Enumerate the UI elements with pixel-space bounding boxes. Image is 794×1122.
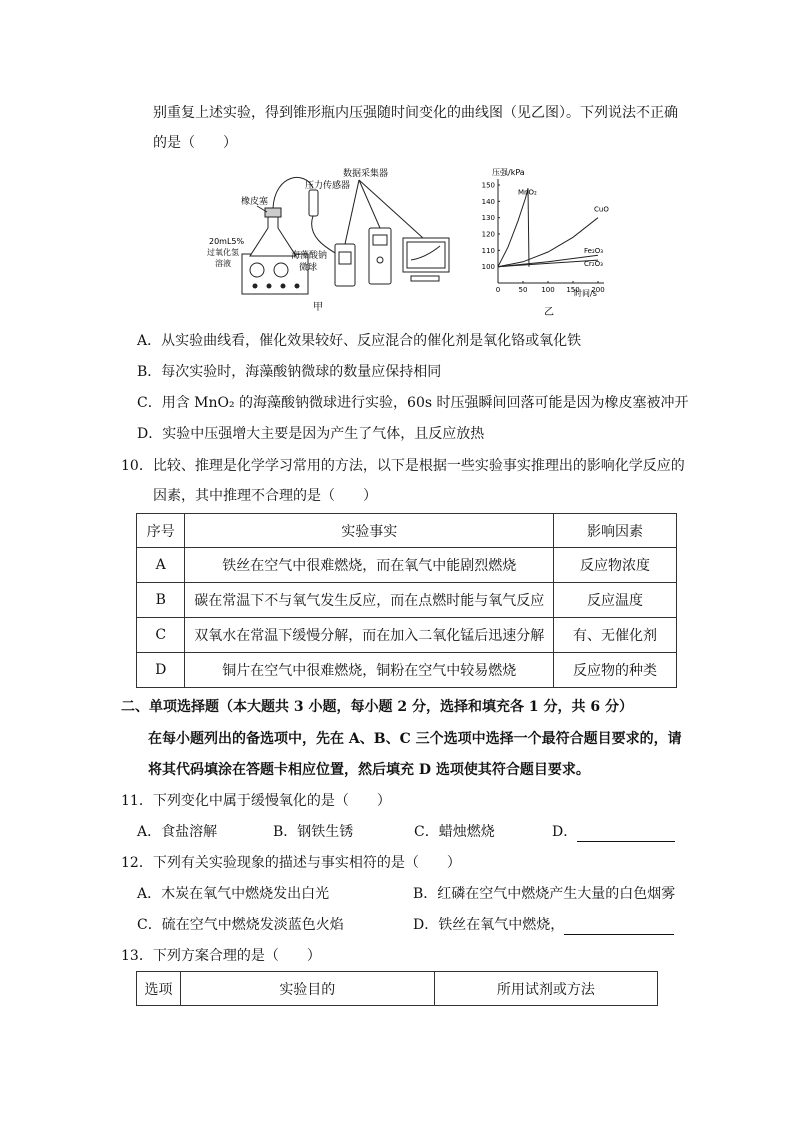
y-tick-label: 150 [481,181,495,190]
label-sensor: 压力传感器 [305,181,351,191]
pressure-sensor [309,190,318,216]
table-cell: 反应物的种类 [554,653,677,688]
table-cell: 碳在常温下不与氧气发生反应，而在点燃时能与氧气反应 [185,583,554,618]
series-label: MnO₂ [518,188,537,197]
x-tick-label: 150 [566,286,580,294]
q10-stem-line1: 10．比较、推理是化学学习常用的方法，以下是根据一些实验事实推理出的影响化学反应的 [121,458,685,474]
header-cell: 序号 [137,514,185,548]
header-cell: 实验事实 [185,514,554,548]
label-stopper: 橡皮塞 [241,197,269,207]
q10-stem-line2: 因素，其中推理不合理的是（ ） [153,488,377,504]
q11-option-a: A．食盐溶解 [137,824,218,840]
table-row [137,653,677,688]
q9-intro-line2: 的是（ ） [153,135,237,151]
q11-option-d [552,822,675,842]
q11-answer-blank[interactable] [577,825,675,842]
table-cell: D [137,653,185,688]
y-tick-label: 120 [481,230,495,239]
conical-flask [250,216,296,256]
table-header-row [137,972,658,1006]
q9-intro-line1: 别重复上述实验，得到锥形瓶内压强随时间变化的曲线图（见乙图）。下列说法不正确 [153,105,678,121]
q11-option-b: B．钢铁生锈 [273,824,354,840]
q9-option-b: B．每次实验时，海藻酸钠微球的数量应保持相同 [137,364,442,380]
q12-option-d-label: D．铁丝在氧气中燃烧， [413,917,565,933]
sensor-interface [335,244,355,286]
q9-option-c: C．用含 MnO₂ 的海藻酸钠微球进行实验，60s 时压强瞬间回落可能是因为橡皮塞被冲开 [137,395,689,411]
y-tick-label: 140 [481,197,495,206]
label-collector: 数据采集器 [343,169,389,179]
q12-answer-blank[interactable] [564,918,674,935]
q13-table [136,971,658,1006]
q10-table [136,513,677,688]
header-cell: 影响因素 [554,514,677,548]
series-line [498,218,598,267]
label-beads-2: 微球 [299,263,318,273]
q11-option-d-label: D． [552,824,578,840]
caption-jia: 甲 [313,302,323,313]
x-tick-label: 100 [541,286,555,294]
header-cell: 实验目的 [180,972,434,1006]
section2-instr-line1: 在每小题列出的备选项中，先在 A、B、C 三个选项中选择一个最符合题目要求的，请 [148,731,682,747]
table-row [137,548,677,583]
label-solution-1: 20mL5% [209,237,245,246]
table-cell: 有、无催化剂 [554,618,677,653]
q11-stem: 11．下列变化中属于缓慢氧化的是（ ） [121,793,391,809]
series-label: CuO [594,205,609,214]
q12-option-c: C．硫在空气中燃烧发淡蓝色火焰 [137,917,344,933]
label-solution-3: 溶液 [215,259,231,268]
y-tick-label: 110 [481,246,495,255]
table-cell: C [137,618,185,653]
q9-option-a: A．从实验曲线看，催化效果较好、反应混合的催化剂是氧化铬或氧化铁 [137,333,582,349]
y-tick-label: 130 [481,214,495,223]
x-tick-label: 200 [591,286,605,294]
series-label: Fe₂O₃ [584,247,604,256]
table-cell: 双氧水在常温下缓慢分解，而在加入二氧化锰后迅速分解 [185,618,554,653]
series-line [498,188,529,266]
table-cell: 铜片在空气中很难燃烧，铜粉在空气中较易燃烧 [185,653,554,688]
label-beads-1: 海藻酸钠 [291,251,328,261]
table-cell: A [137,548,185,583]
x-tick-label: 0 [495,286,501,294]
table-row [137,618,677,653]
section2-title: 二、单项选择题（本大题共 3 小题，每小题 2 分，选择和填充各 1 分，共 6 分） [121,699,633,715]
q12-stem: 12．下列有关实验现象的描述与事实相符的是（ ） [121,855,461,871]
table-cell: 反应物浓度 [554,548,677,583]
table-row [137,583,677,618]
table-header-row [137,514,677,548]
section2-instr-line2: 将其代码填涂在答题卡相应位置，然后填充 D 选项使其符合题目要求。 [148,762,590,778]
header-cell: 所用试剂或方法 [434,972,657,1006]
table-cell: 铁丝在空气中很难燃烧，而在氧气中能剧烈燃烧 [185,548,554,583]
chart-xlabel: 时间/s [574,289,597,298]
series-label: Cr₂O₃ [584,260,603,269]
x-tick-label: 50 [518,286,528,294]
caption-yi: 乙 [544,307,554,318]
q12-option-d [413,915,674,935]
table-cell: B [137,583,185,618]
label-solution-2: 过氧化氢 [207,248,239,257]
y-tick-label: 100 [481,263,495,272]
rubber-stopper [265,208,281,217]
q12-option-a: A．木炭在氧气中燃烧发出白光 [137,886,330,902]
header-cell: 选项 [137,972,181,1006]
q9-option-d: D．实验中压强增大主要是因为产生了气体，且反应放热 [137,426,485,442]
figure-jia-apparatus [195,160,475,318]
q12-option-b: B．红磷在空气中燃烧产生大量的白色烟雾 [413,886,676,902]
q13-stem: 13．下列方案合理的是（ ） [121,948,321,964]
figure-yi-chart [470,165,620,320]
chart-ylabel: 压强/kPa [492,168,525,177]
q11-option-c: C．蜡烛燃烧 [414,824,495,840]
table-cell: 反应温度 [554,583,677,618]
data-collector [369,228,391,284]
